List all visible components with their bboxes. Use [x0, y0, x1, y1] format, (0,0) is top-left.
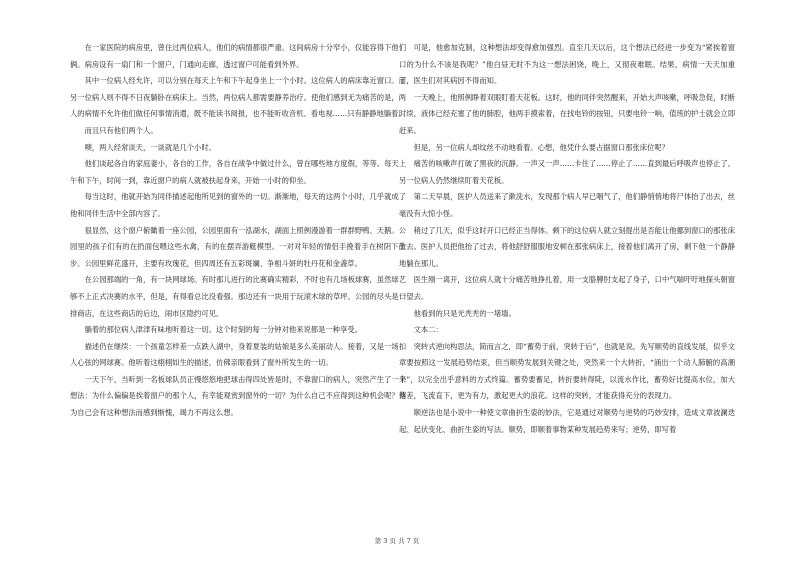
paragraph: 在一家医院的病房里，曾住过两位病人，他们的病情都很严重。这间病房十分窄小，仅能容得下他们俩。病房设有一扇门和一个窗户，门通向走廊，透过窗户可能看到外界。: [70, 43, 406, 69]
paragraph: 一天晚上，他照例睁着双眼盯着天花板。这时，他的同伴突然醒来，开始大声咳嗽，呼吸急促，时断时续，液体已经充塞了他的肺腔，他两手摸索着，在找电铃的按钮，只要电铃一响，值班的护士就会立即赶来。: [399, 92, 735, 135]
paragraph: 躺着的那位病人津津有味地听着这一切。这个时刻的每一分钟对他来说都是一种享受。: [84, 325, 362, 335]
paragraph: 可是，他愈加克制，这种想法却变得愈加强烈。直至几天以后，这个想法已经进一步变为“紧挨着窗口的为什么不该是我呢？”他白昼无时不为这一想法困饶，晚上，又彻夜难眠。结果，病情一天天加重了，医生们对其病因不得而知。: [399, 43, 735, 86]
right-column: [399, 40, 735, 438]
paragraph: 噢，两人经常谈天，一谈就是几个小时。: [84, 142, 216, 152]
paragraph: 第二天早晨，医护人员送来了漱洗水，发现那个病人早已咽气了，他们静悄悄地将尸体抬了出去，丝毫没有大惊小怪。: [399, 192, 735, 218]
paragraph: 描述仍在继续：一个孩童怎样差一点跌入湖中，身着夏装的姑娘是多么美丽动人。接着，又是一场扣人心弦的网球赛。他听着这栩栩如生的描述，仿佛亲眼看到了窗外所发生的一切。: [70, 341, 406, 368]
paragraph: 但是，另一位病人却纹丝不动地看着。心想，他凭什么要占据窗口那张床位呢？: [413, 142, 669, 152]
paragraph: 其中一位病人经允许，可以分别在每天上午和下午起身坐上一个小时。这位病人的病床靠近窗口。而另一位病人则不得不日夜躺卧在病床上。当然，两位病人都需要静养治疗。使他们感到无为痛苦的是，两人的病情不允许他们做任何事情消遣，既不能读书阅报，也不能听收音机、看电视……只有静静地躺着。: [70, 76, 406, 119]
paragraph: 一天下午，当听到一名板球队员正慢悠悠地把球击得四处皆是时，不靠窗口的病人，突然产生了一个想法：为什么偏偏是挨着窗户的那个人，有幸能观赏到窗外的一切？为什么自己不应得到这种机会呢？他为自己会有这种想法而感到惭愧，竭力不再这么想。: [70, 374, 406, 418]
left-column: [70, 40, 406, 422]
paragraph: 很显然，这个窗户俯瞰着一座公园，公园里面有一泓湖水，湖面上照例漫游着一群群野鸭、天鹅。公园里的孩子们有的在扔面包喂这些水禽，有的在摆弄游艇模型。一对对年轻的情侣手挽着手在树阴下散步。公园里鲜花盛开，主要有玫瑰花，但四周还有五彩斑斓、争相斗妍的牡丹花和金盏草。: [70, 225, 406, 268]
paragraph: 在公园那端的一角，有一块网球场。有时那儿进行的比赛确实精彩，不时也有几场板球赛，虽然球艺够不上正式决赛的水平，但是，有得看总比没看强。那边还有一块用于玩滚木球的草坪。公园的尽头是一排商店，在这些商店的后边，闹市区隐约可见。: [70, 275, 406, 318]
paragraph: 稍过了几天，似乎这时开口已经正当得体。剩下的这位病人就立刻提出是否能让他挪到窗口的那张床上去。医护人员把他抬了过去，将他舒舒服服地安顿在那张病床上，接着他们离开了房，剩下他一个静静地躺在那儿。: [399, 225, 735, 268]
paragraph: 顺逆法也是小说中一种使文章曲折生姿的妙法，它是通过对顺势与逆势的巧妙安排，造成文章波澜迭起、起伏变化、曲折生姿的写法。顺势，即顺着事物某种发展趋势来写；逆势，即写着: [399, 408, 735, 434]
page-footer: 第 3 页 共 7 页: [374, 537, 420, 545]
paragraph: 他们谈起各自的家庭妻小，各自的工作，各自在战争中做过什么，曾在哪些地方度假，等等。每天上午和下午，时间一到，靠近窗户的病人就被扶起身来，开始一小时的仰坐。: [70, 159, 406, 185]
paragraph: 而且只有他们两个人。: [84, 125, 158, 135]
paragraph: 突转式逆向构思法，简而言之，即“蓄势于前，突转于后”，也就是说，先写顺势的直线发展，似乎文章要按照这一发展趋势结束，但当顺势发展到关键之处，突然来一个大转折，“涌出一个动人肺腑的高潮来”，以完全出乎意料的方式终篇。蓄势要蓄足，转折要转得陡，以流水作比，蓄势好比提高水位，加大落差，飞流直下，更为有力，激起更大的浪花。这样的突转，才能获得充分的表现力。: [399, 341, 735, 401]
section-heading: 文本二：: [413, 325, 443, 335]
paragraph: 痛苦的咳嗽声打破了黑夜的沉静。一声又一声……卡住了……停止了……直到最后呼吸声也停止了。另一位病人仍然继续盯着天花板。: [399, 159, 735, 185]
paragraph: 他看到的只是光秃秃的一堵墙。: [413, 308, 516, 318]
paragraph: 医生刚一离开，这位病人就十分痛苦地挣扎着，用一支胳膊肘支起了身子，口中气喘吁吁地探头朝窗口望去。: [399, 275, 735, 301]
paragraph: 每当这时，他就开始为同伴描述起他所见到的窗外的一切。渐渐地，每天的这两个小时，几乎就成了他和同伴生活中全部内容了。: [70, 192, 406, 218]
